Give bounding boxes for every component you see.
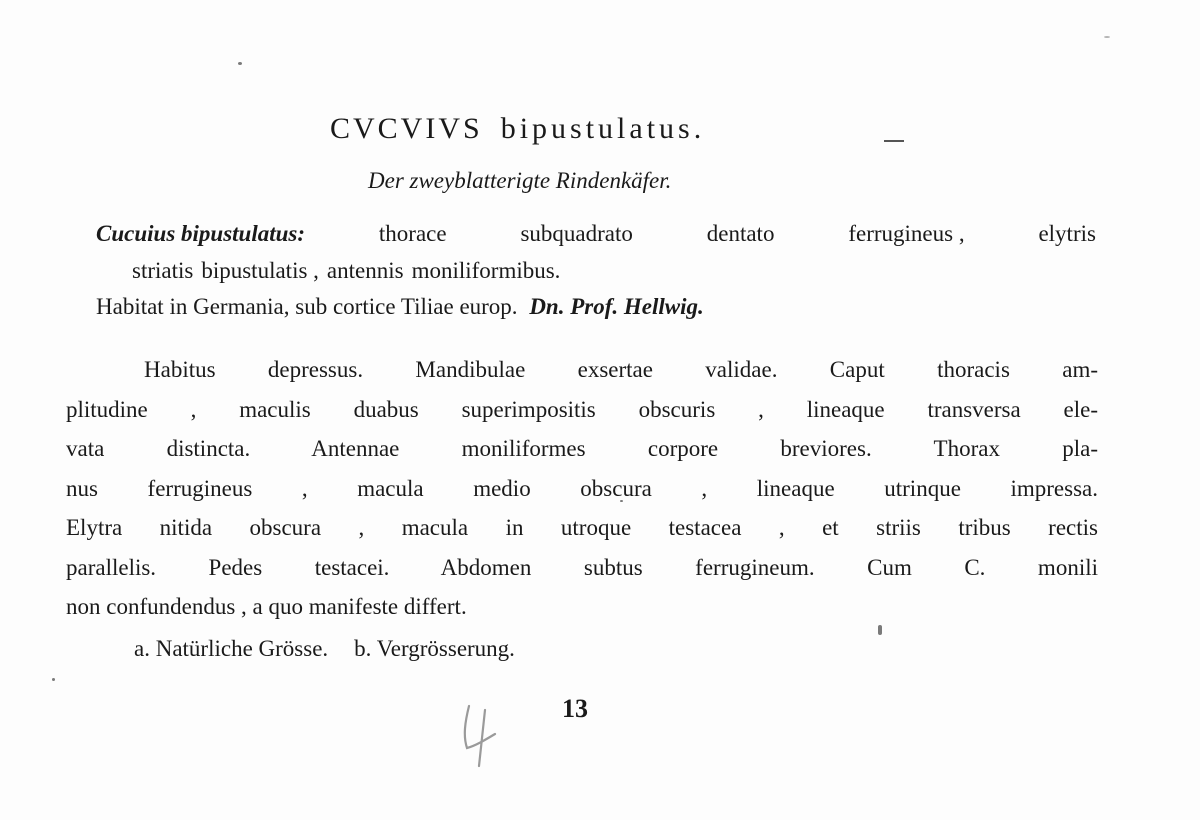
diagnosis-paragraph (96, 215, 1096, 289)
scan-speck (238, 62, 242, 65)
figure-a-label: a. Natürliche Grösse. (134, 636, 329, 661)
description-line: parallelis. Pedes testacei. Abdomen subtus ferrugineum. Cum C. monili (66, 554, 1098, 580)
page-title (330, 112, 890, 146)
description-line: non confundendus , a quo manifeste differt. (66, 594, 467, 619)
habitat-line (96, 294, 704, 320)
description-line: vata distincta. Antennae moniliformes corpore breviores. Thorax pla- (66, 436, 1098, 461)
diagnosis-word: subquadrato (520, 221, 633, 246)
diagnosis-word: ferrugineus , (848, 221, 965, 246)
description-line: plitudine , maculis duabus superimpositis obscuris , lineaque transversa ele- (66, 396, 1098, 422)
diagnosis-word: thorace (378, 221, 447, 246)
page-number: 13 (562, 694, 588, 723)
pencil-mark (455, 700, 505, 770)
diagnosis-line-2 (96, 252, 1096, 289)
description-line: Habitus depressus. Mandibulae exsertae validae. Caput thoracis am- (144, 357, 1098, 382)
diagnosis-word: moniliformibus. (411, 258, 561, 283)
description-line: Elytra nitida obscura , macula in utroque testacea , et striis tribus rectis (66, 515, 1098, 540)
page-subtitle: Der zweyblatterigte Rindenkäfer. (368, 168, 672, 193)
figure-legend (134, 636, 515, 662)
habitat-text: Habitat in Germania, sub cortice Tiliae europ. (96, 294, 518, 319)
scan-speck (878, 625, 882, 635)
description-paragraph (66, 350, 1098, 627)
scan-speck (1104, 36, 1110, 38)
species-name: Cucuius bipustulatus: (96, 221, 306, 246)
diagnosis-word: dentato (706, 221, 775, 246)
diagnosis-word: bipustulatis , (201, 258, 319, 283)
diagnosis-word: antennis (326, 258, 404, 283)
title-genus: CVCVIVS (330, 112, 483, 145)
title-species: bipustulatus. (500, 112, 706, 145)
description-line: nus ferrugineus , macula medio obscura , lineaque utrinque impressa. (66, 475, 1098, 501)
habitat-author: Dn. Prof. Hellwig. (529, 294, 704, 319)
diagnosis-word: striatis (132, 258, 194, 283)
scan-speck (52, 678, 55, 681)
diagnosis-word: elytris (1038, 221, 1096, 246)
figure-b-label: b. Vergrösserung. (354, 636, 515, 661)
diagnosis-line-1 (96, 215, 1096, 252)
